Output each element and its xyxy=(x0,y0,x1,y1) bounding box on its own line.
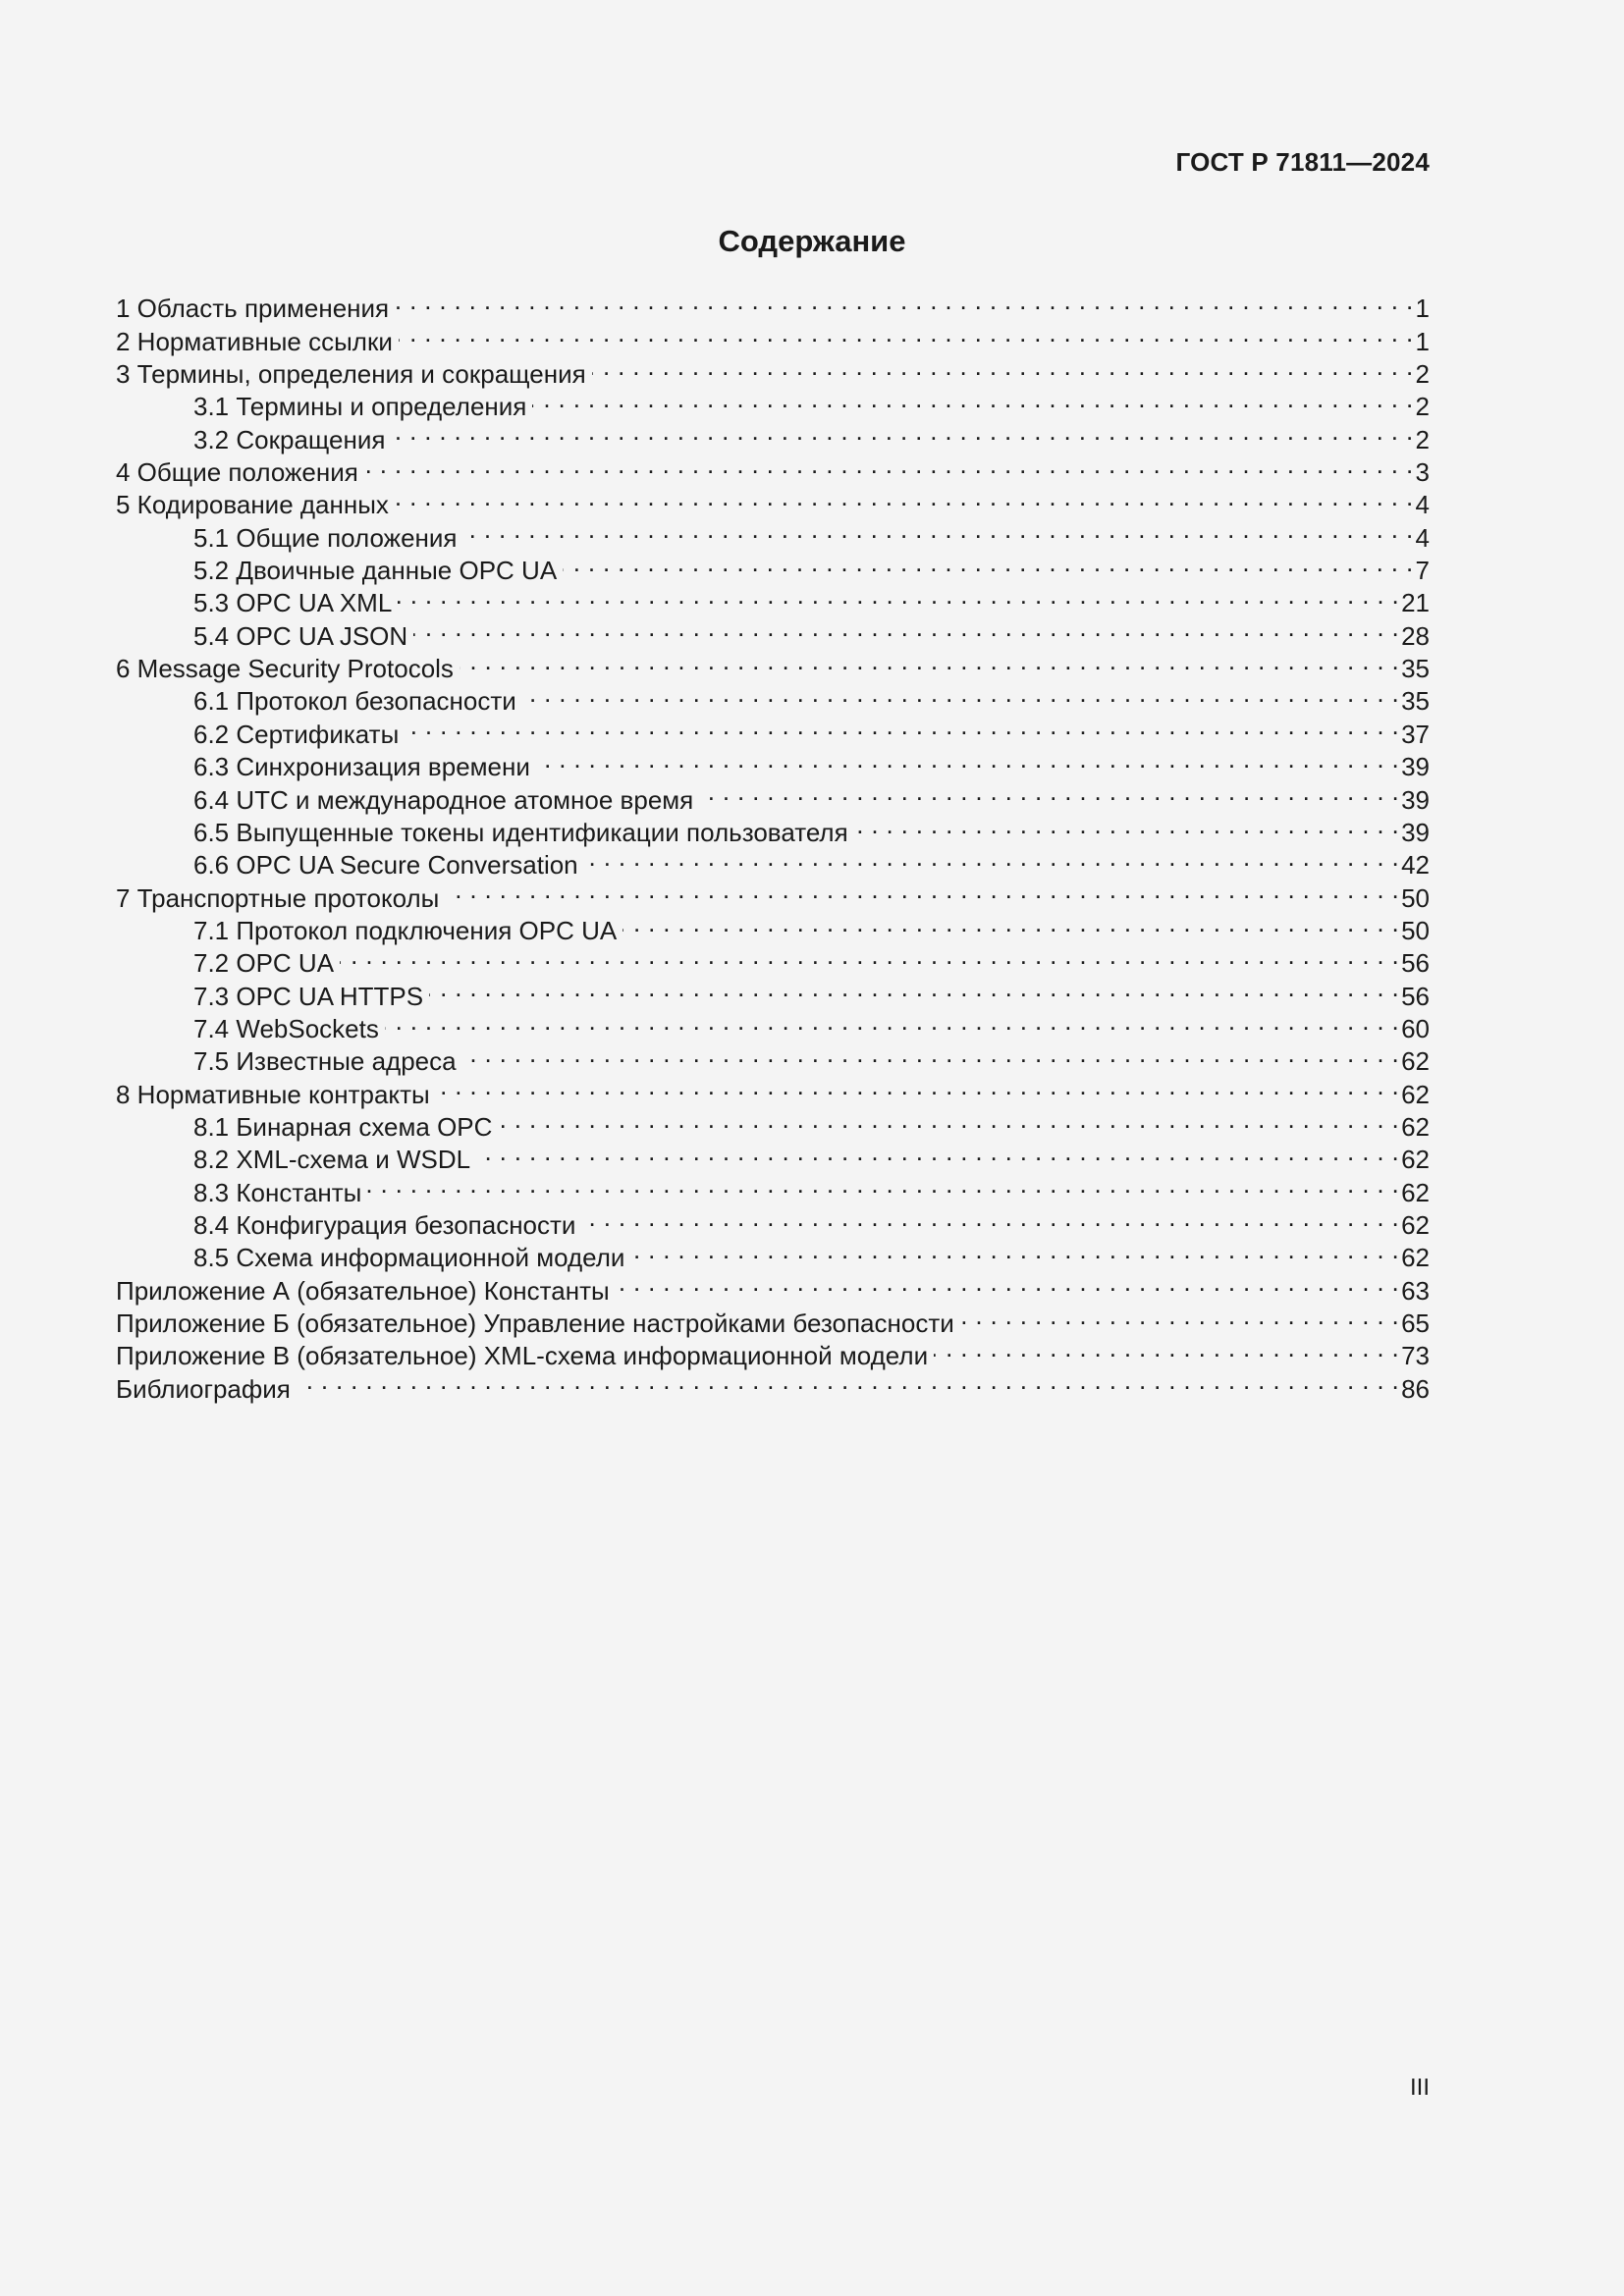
toc-leader-dots xyxy=(395,285,1413,317)
toc-entry-label: 7.3 OPC UA HTTPS xyxy=(193,981,424,1011)
toc-entry-label: Приложение В (обязательное) XML-схема информационной модели xyxy=(116,1341,929,1371)
toc-entry-label: 5.4 OPC UA JSON xyxy=(193,620,408,651)
toc-entry-page: 86 xyxy=(1401,1373,1430,1404)
toc-leader-dots xyxy=(460,645,1399,677)
toc-entry-label: Библиография xyxy=(116,1373,291,1404)
toc-entry-label: 6.2 Сертификаты xyxy=(193,719,400,749)
toc-entry-page: 73 xyxy=(1401,1341,1430,1371)
toc-leader-dots xyxy=(623,907,1399,939)
toc-entry-label: 7.2 OPC UA xyxy=(193,948,335,979)
table-of-contents xyxy=(116,285,1430,1404)
toc-entry-page: 62 xyxy=(1401,1111,1430,1142)
toc-entry-label: 8.2 XML-схема и WSDL xyxy=(193,1145,471,1175)
toc-entry-label: 5 Кодирование данных xyxy=(116,490,389,520)
toc-entry-page: 37 xyxy=(1401,719,1430,749)
toc-entry-label: 7 Транспортные протоколы xyxy=(116,882,440,913)
toc-leader-dots xyxy=(391,415,1413,448)
toc-entry-label: 3.1 Термины и определения xyxy=(193,392,527,422)
toc-entry-page: 39 xyxy=(1401,784,1430,815)
toc-entry-label: 6.6 OPC UA Secure Conversation xyxy=(193,850,578,881)
toc-entry-label: Приложение А (обязательное) Константы xyxy=(116,1275,610,1306)
toc-leader-dots xyxy=(436,1070,1399,1102)
toc-entry-label: 8 Нормативные контракты xyxy=(116,1079,430,1109)
toc-entry-label: 6.1 Протокол безопасности xyxy=(193,686,516,717)
toc-leader-dots xyxy=(934,1332,1399,1364)
toc-leader-dots xyxy=(385,1005,1399,1038)
toc-entry-page: 50 xyxy=(1401,915,1430,945)
toc-entry-label: 6.3 Синхронизация времени xyxy=(193,752,530,782)
toc-entry-page: 62 xyxy=(1401,1046,1430,1077)
toc-entry-label: 5.3 OPC UA XML xyxy=(193,588,393,618)
toc-entry-page: 28 xyxy=(1401,620,1430,651)
toc-entry-page: 62 xyxy=(1401,1243,1430,1273)
toc-leader-dots xyxy=(498,1103,1399,1136)
toc-leader-dots xyxy=(398,579,1399,612)
toc-entry-page: 7 xyxy=(1415,556,1430,586)
toc-entry-label: Приложение Б (обязательное) Управление настройками безопасности xyxy=(116,1308,954,1338)
toc-entry-page: 2 xyxy=(1415,424,1430,454)
toc-leader-dots xyxy=(960,1300,1399,1332)
toc-entry-page: 50 xyxy=(1401,882,1430,913)
toc-entry-label: 1 Область применения xyxy=(116,294,390,324)
toc-entry-page: 1 xyxy=(1415,326,1430,356)
toc-leader-dots xyxy=(367,1168,1399,1201)
toc-leader-dots xyxy=(522,677,1399,710)
page-number: III xyxy=(1409,2074,1430,2101)
toc-entry-page: 63 xyxy=(1401,1275,1430,1306)
toc-entry-page: 1 xyxy=(1415,294,1430,324)
toc-entry-label: 8.4 Конфигурация безопасности xyxy=(193,1209,576,1240)
toc-entry-page: 39 xyxy=(1401,752,1430,782)
toc-leader-dots xyxy=(463,513,1414,546)
toc-leader-dots xyxy=(413,612,1399,644)
toc-leader-dots xyxy=(405,710,1399,742)
toc-entry-page: 62 xyxy=(1401,1209,1430,1240)
toc-entry-page: 62 xyxy=(1401,1079,1430,1109)
toc-entry-page: 56 xyxy=(1401,948,1430,979)
toc-entry-page: 21 xyxy=(1401,588,1430,618)
toc-entry-label: 6.5 Выпущенные токены идентификации пользователя xyxy=(193,817,848,847)
toc-entry-page: 35 xyxy=(1401,654,1430,684)
toc-leader-dots xyxy=(592,350,1414,383)
toc-entry-page: 3 xyxy=(1415,457,1430,488)
toc-entry-label: 7.1 Протокол подключения OPC UA xyxy=(193,915,618,945)
toc-leader-dots xyxy=(429,972,1399,1004)
toc-entry[interactable] xyxy=(116,1364,1430,1404)
document-code: ГОСТ Р 71811—2024 xyxy=(1175,147,1430,177)
toc-leader-dots xyxy=(630,1234,1399,1266)
toc-entry-label: 3 Термины, определения и сокращения xyxy=(116,359,586,390)
toc-entry-page: 42 xyxy=(1401,850,1430,881)
toc-entry-label: 7.5 Известные адреса xyxy=(193,1046,457,1077)
toc-entry-label: 4 Общие положения xyxy=(116,457,358,488)
toc-leader-dots xyxy=(532,383,1413,415)
toc-entry-label: 7.4 WebSockets xyxy=(193,1013,379,1043)
toc-leader-dots xyxy=(399,317,1414,349)
toc-leader-dots xyxy=(699,775,1399,808)
toc-leader-dots xyxy=(445,874,1399,906)
toc-leader-dots xyxy=(584,841,1399,874)
toc-entry-label: 6 Message Security Protocols xyxy=(116,654,454,684)
toc-leader-dots xyxy=(854,809,1399,841)
toc-entry-label: 8.5 Схема информационной модели xyxy=(193,1243,625,1273)
toc-leader-dots xyxy=(364,449,1414,481)
toc-entry-page: 39 xyxy=(1401,817,1430,847)
toc-entry-page: 56 xyxy=(1401,981,1430,1011)
toc-entry-page: 65 xyxy=(1401,1308,1430,1338)
toc-title: Содержание xyxy=(718,224,906,258)
toc-entry-label: 5.2 Двоичные данные OPC UA xyxy=(193,556,558,586)
toc-leader-dots xyxy=(563,547,1413,579)
toc-leader-dots xyxy=(340,939,1399,972)
toc-leader-dots xyxy=(536,743,1399,775)
toc-entry[interactable] xyxy=(116,285,1430,324)
toc-entry-page: 35 xyxy=(1401,686,1430,717)
toc-leader-dots xyxy=(581,1201,1399,1234)
toc-entry-label: 8.3 Константы xyxy=(193,1177,362,1207)
toc-entry-label: 5.1 Общие положения xyxy=(193,522,458,553)
toc-leader-dots xyxy=(395,481,1414,513)
toc-entry-page: 60 xyxy=(1401,1013,1430,1043)
toc-leader-dots xyxy=(616,1266,1399,1299)
toc-entry-label: 6.4 UTC и международное атомное время xyxy=(193,784,694,815)
toc-entry-label: 3.2 Сокращения xyxy=(193,424,386,454)
toc-entry-page: 2 xyxy=(1415,359,1430,390)
toc-leader-dots xyxy=(297,1364,1399,1397)
toc-entry-label: 8.1 Бинарная схема OPC xyxy=(193,1111,493,1142)
toc-entry-page: 62 xyxy=(1401,1145,1430,1175)
toc-leader-dots xyxy=(462,1038,1399,1070)
toc-entry-label: 2 Нормативные ссылки xyxy=(116,326,393,356)
toc-entry-page: 2 xyxy=(1415,392,1430,422)
toc-entry-page: 4 xyxy=(1415,522,1430,553)
toc-entry-page: 62 xyxy=(1401,1177,1430,1207)
toc-leader-dots xyxy=(476,1136,1399,1168)
toc-entry-page: 4 xyxy=(1415,490,1430,520)
